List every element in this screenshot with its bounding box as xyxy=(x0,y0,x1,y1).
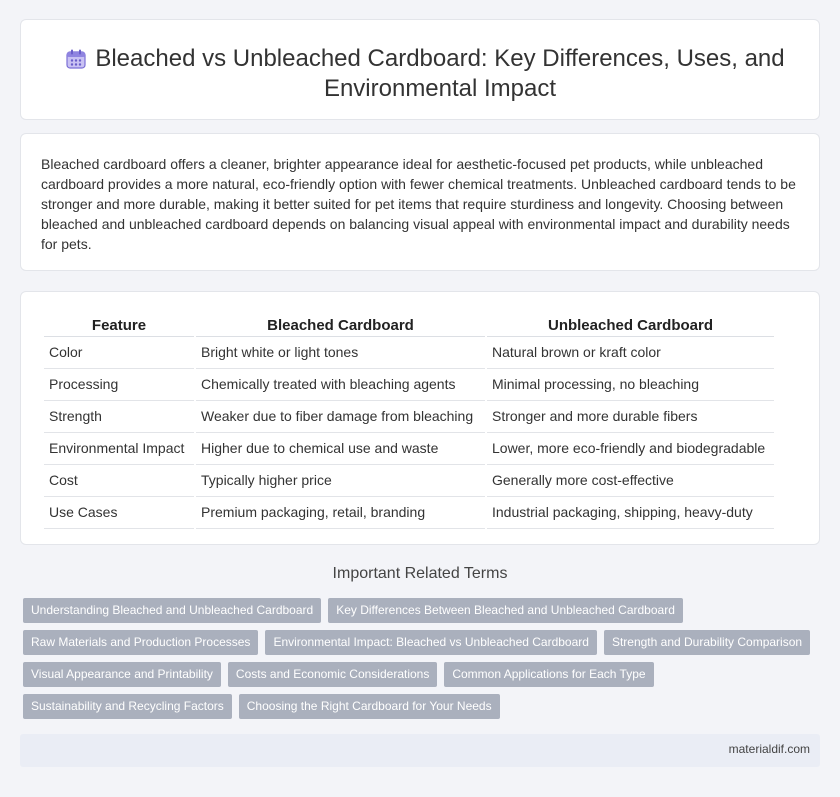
tag-row xyxy=(23,630,823,655)
header-card xyxy=(20,19,820,120)
related-term-tag[interactable]: Visual Appearance and Printability xyxy=(23,662,221,687)
related-term-tag[interactable]: Costs and Economic Considerations xyxy=(228,662,437,687)
table-cell: Use Cases xyxy=(44,497,194,529)
table-cell: Weaker due to fiber damage from bleaching xyxy=(196,401,485,433)
table-cell: Processing xyxy=(44,369,194,401)
column-header-bleached: Bleached Cardboard xyxy=(196,316,485,337)
table-row xyxy=(44,497,774,529)
table-cell: Natural brown or kraft color xyxy=(487,337,774,369)
table-cell: Stronger and more durable fibers xyxy=(487,401,774,433)
related-term-tag[interactable]: Key Differences Between Bleached and Unbleached Cardboard xyxy=(328,598,683,623)
related-term-tag[interactable]: Common Applications for Each Type xyxy=(444,662,653,687)
page-title: Bleached vs Unbleached Cardboard: Key Differences, Uses, and Environmental Impact xyxy=(95,45,785,102)
table-row xyxy=(44,369,774,401)
column-header-unbleached: Unbleached Cardboard xyxy=(487,316,774,337)
table-row xyxy=(44,401,774,433)
table-cell: Cost xyxy=(44,465,194,497)
table-cell: Color xyxy=(44,337,194,369)
table-row xyxy=(44,433,774,465)
table-cell: Generally more cost-effective xyxy=(487,465,774,497)
related-term-tag[interactable]: Understanding Bleached and Unbleached Cardboard xyxy=(23,598,321,623)
related-term-tag[interactable]: Environmental Impact: Bleached vs Unbleached Cardboard xyxy=(265,630,597,655)
related-terms-heading: Important Related Terms xyxy=(332,565,508,582)
table-cell: Bright white or light tones xyxy=(196,337,485,369)
table-cell: Typically higher price xyxy=(196,465,485,497)
comparison-table-card xyxy=(20,291,820,545)
footer-site-link[interactable]: materialdif.com xyxy=(728,742,810,756)
summary-text: Bleached cardboard offers a cleaner, brighter appearance ideal for aesthetic-focused pet products, while unbleached cardboard provides a more natural, eco-friendly option with fewer chemical treatments. Unbleached cardboard tends to be stronger and more durable, making it better suited for pet items that require sturdiness and longevity. Choosing between bleached and unbleached cardboard depends on balancing visual appeal with environmental impact and durability needs for pets. xyxy=(41,156,796,252)
tag-row xyxy=(23,694,823,719)
table-header-row xyxy=(44,316,774,337)
table-row xyxy=(44,465,774,497)
table-cell: Strength xyxy=(44,401,194,433)
table-cell: Industrial packaging, shipping, heavy-duty xyxy=(487,497,774,529)
summary-card xyxy=(20,133,820,271)
footer xyxy=(20,734,820,767)
table-cell: Minimal processing, no bleaching xyxy=(487,369,774,401)
table-cell: Chemically treated with bleaching agents xyxy=(196,369,485,401)
table-cell: Higher due to chemical use and waste xyxy=(196,433,485,465)
related-term-tag[interactable]: Raw Materials and Production Processes xyxy=(23,630,258,655)
table-row xyxy=(44,337,774,369)
related-term-tag[interactable]: Sustainability and Recycling Factors xyxy=(23,694,232,719)
column-header-feature: Feature xyxy=(44,316,194,337)
related-term-tag[interactable]: Strength and Durability Comparison xyxy=(604,630,810,655)
comparison-table xyxy=(42,316,776,529)
tag-row xyxy=(23,662,823,687)
table-cell: Lower, more eco-friendly and biodegradable xyxy=(487,433,774,465)
related-term-tag[interactable]: Choosing the Right Cardboard for Your Needs xyxy=(239,694,500,719)
table-cell: Premium packaging, retail, branding xyxy=(196,497,485,529)
table-cell: Environmental Impact xyxy=(44,433,194,465)
tag-row xyxy=(23,598,823,623)
related-terms-list xyxy=(23,598,823,726)
